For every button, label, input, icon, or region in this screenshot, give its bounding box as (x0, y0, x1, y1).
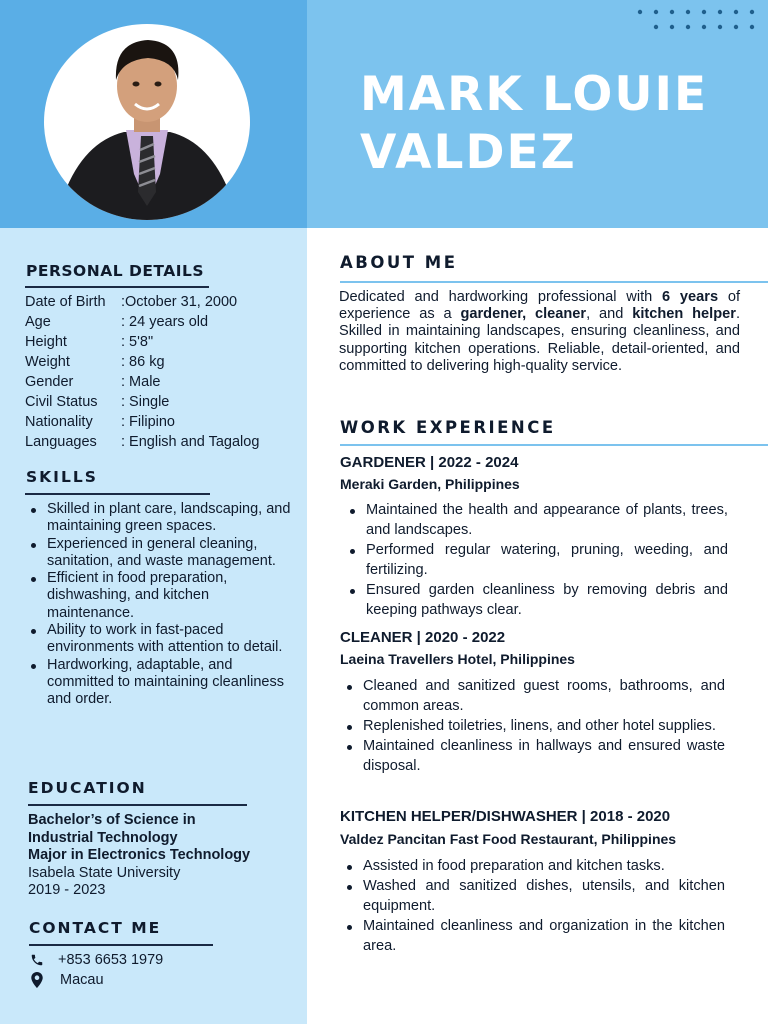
job-bullets (341, 676, 725, 776)
profile-photo (44, 24, 250, 220)
contact-location: Macau (60, 972, 104, 988)
about-text: of experience as a (339, 289, 740, 323)
personal-details-rule (25, 286, 209, 288)
phone-icon (30, 953, 44, 967)
detail-label: Date of Birth (25, 294, 106, 310)
detail-row-dob (25, 292, 259, 312)
education-block (28, 812, 250, 900)
decorative-dots-icon (636, 8, 764, 32)
detail-label: Civil Status (25, 394, 98, 410)
detail-row-nationality (25, 412, 259, 432)
location-pin-icon (30, 972, 44, 988)
about-roles: gardener, cleaner (460, 306, 587, 323)
list-item: Experienced in general cleaning, sanitation, and waste management. (25, 536, 295, 571)
degree-major: Major in Electronics Technology (28, 847, 251, 863)
about-heading: ABOUT ME (340, 253, 458, 272)
work-experience-rule (340, 444, 768, 446)
detail-value: : English and Tagalog (121, 434, 260, 450)
contact-location-row (30, 972, 104, 988)
skills-rule (25, 493, 210, 495)
contact-heading: CONTACT ME (29, 919, 162, 937)
job-title: KITCHEN HELPER/DISHWASHER | 2018 - 2020 (340, 808, 671, 825)
candidate-name (360, 66, 760, 182)
list-item: Maintained the health and appearance of plants, trees, and landscapes. (344, 500, 728, 540)
degree-line-2: Industrial Technology (28, 829, 178, 846)
list-item: Cleaned and sanitized guest rooms, bathrooms, and common areas. (341, 676, 725, 716)
about-paragraph (339, 289, 740, 375)
list-item: Ability to work in fast-paced environments with attention to detail. (25, 622, 295, 657)
personal-details-table (25, 292, 259, 452)
list-item: Maintained cleanliness and organization in the kitchen area. (341, 916, 725, 956)
list-item: Assisted in food preparation and kitchen tasks. (341, 856, 725, 876)
detail-row-gender (25, 372, 259, 392)
list-item: Ensured garden cleanliness by removing debris and keeping pathways clear. (344, 580, 728, 620)
detail-row-age (25, 312, 259, 332)
detail-value: :October 31, 2000 (121, 294, 238, 310)
detail-value: : 24 years old (121, 314, 209, 330)
about-text: , and (586, 306, 633, 323)
job-bullets (341, 856, 725, 956)
job-company: Laeina Travellers Hotel, Philippines (340, 651, 575, 667)
contact-phone[interactable]: +853 6653 1979 (58, 952, 164, 968)
detail-row-civil-status (25, 392, 259, 412)
about-rule (340, 281, 768, 283)
list-item: Hardworking, adaptable, and committed to maintaining cleanliness and order. (25, 657, 295, 709)
detail-label: Weight (25, 354, 70, 370)
list-item: Replenished toiletries, linens, and other hotel supplies. (341, 716, 725, 736)
job-title: GARDENER | 2022 - 2024 (340, 454, 519, 471)
detail-row-height (25, 332, 259, 352)
education-heading: EDUCATION (28, 779, 147, 797)
about-kitchen-role: kitchen helper (632, 306, 736, 323)
detail-value: : 86 kg (121, 354, 165, 370)
school-years: 2019 - 2023 (28, 882, 106, 898)
personal-details-heading: PERSONAL DETAILS (26, 262, 205, 280)
list-item: Performed regular watering, pruning, weeding, and fertilizing. (344, 540, 728, 580)
job-company: Meraki Garden, Philippines (340, 476, 520, 492)
name-line-2: VALDEZ (360, 125, 577, 180)
job-bullets (344, 500, 728, 620)
about-text: . Skilled in maintaining landscapes, ensuring cleanliness, and supporting kitchen operations. Reliable, detail-oriented, and committed to delivering high-quality service. (339, 306, 740, 374)
detail-label: Gender (25, 374, 74, 390)
list-item: Maintained cleanliness in hallways and ensured waste disposal. (341, 736, 725, 776)
detail-label: Languages (25, 434, 97, 450)
job-title: CLEANER | 2020 - 2022 (340, 629, 506, 646)
work-experience-heading: WORK EXPERIENCE (340, 418, 556, 437)
detail-value: : Single (121, 394, 170, 410)
degree-line-1: Bachelor’s of Science in (28, 812, 196, 828)
about-text: Dedicated and hardworking professional with (339, 289, 653, 305)
school-name: Isabela State University (28, 864, 181, 881)
detail-row-weight (25, 352, 259, 372)
name-line-1: MARK LOUIE (360, 67, 709, 122)
contact-rule (29, 944, 213, 946)
detail-label: Age (25, 314, 51, 330)
detail-value: : Male (121, 374, 161, 390)
skills-heading: SKILLS (26, 468, 98, 486)
job-company: Valdez Pancitan Fast Food Restaurant, Philippines (340, 831, 677, 847)
detail-label: Height (25, 334, 67, 350)
detail-label: Nationality (25, 414, 93, 430)
education-rule (28, 804, 247, 806)
skills-list (25, 501, 295, 709)
detail-value: : Filipino (121, 414, 175, 430)
detail-value: : 5'8" (121, 334, 154, 350)
list-item: Washed and sanitized dishes, utensils, and kitchen equipment. (341, 876, 725, 916)
contact-phone-row (30, 952, 163, 968)
about-years: 6 years (662, 289, 719, 305)
detail-row-languages (25, 432, 259, 452)
list-item: Efficient in food preparation, dishwashing, and kitchen maintenance. (25, 570, 295, 622)
list-item: Skilled in plant care, landscaping, and maintaining green spaces. (25, 501, 295, 536)
